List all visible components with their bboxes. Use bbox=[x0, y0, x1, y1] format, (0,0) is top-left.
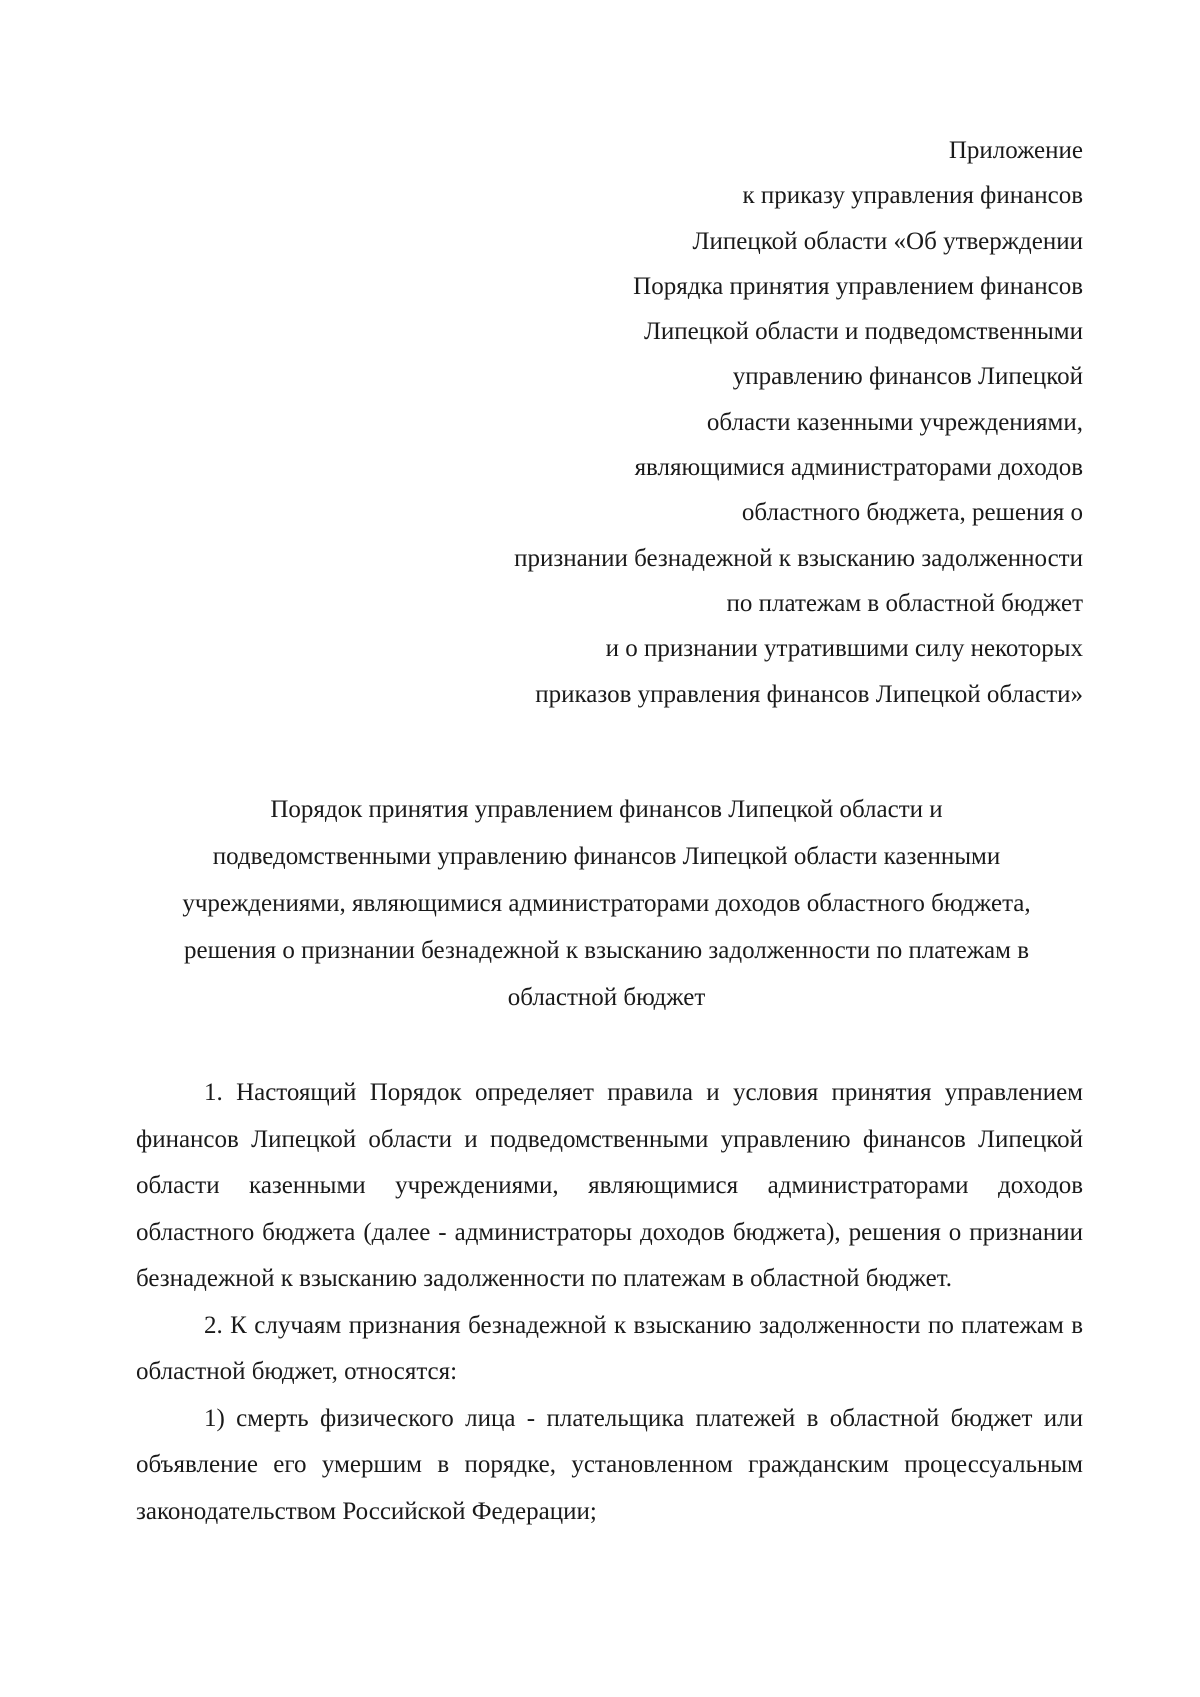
title-line: Порядок принятия управлением финансов Липецкой области и bbox=[270, 796, 943, 823]
title-line: решения о признании безнадежной к взысканию задолженности по платежам в bbox=[183, 937, 1030, 964]
appendix-line: к приказу управления финансов bbox=[742, 182, 1083, 210]
appendix-line: Порядка принятия управлением финансов bbox=[633, 272, 1083, 300]
appendix-line: признании безнадежной к взысканию задолженности bbox=[514, 544, 1083, 572]
paragraph-subitem-1: 1) смерть физического лица - плательщика платежей в областной бюджет или объявление его умершим в порядке, установленном гражданским процессуальным законодательством Российской Федерации; bbox=[136, 1404, 1083, 1525]
appendix-line: и о признании утратившими силу некоторых bbox=[605, 635, 1083, 663]
appendix-line: являющимися администраторами доходов bbox=[634, 454, 1083, 482]
appendix-line: Липецкой области «Об утверждении bbox=[692, 227, 1083, 255]
document-body bbox=[136, 1070, 1083, 1535]
title-line: учреждениями, являющимися администраторами доходов областного бюджета, bbox=[182, 890, 1031, 917]
appendix-line: по платежам в областной бюджет bbox=[726, 589, 1083, 617]
appendix-line: области казенными учреждениями, bbox=[706, 408, 1083, 436]
document-title bbox=[130, 786, 1083, 1021]
appendix-line: Липецкой области и подведомственными bbox=[643, 318, 1083, 346]
title-line: областной бюджет bbox=[507, 984, 706, 1011]
appendix-line: управлению финансов Липецкой bbox=[732, 363, 1083, 391]
paragraph-item-2: 2. К случаям признания безнадежной к взысканию задолженности по платежам в областной бюджет, относятся: bbox=[136, 1311, 1083, 1385]
appendix-line: приказов управления финансов Липецкой области» bbox=[535, 680, 1083, 708]
title-line: подведомственными управлению финансов Липецкой области казенными bbox=[212, 843, 1001, 870]
appendix-line: областного бюджета, решения о bbox=[741, 499, 1083, 527]
appendix-header bbox=[383, 128, 1083, 717]
appendix-line: Приложение bbox=[948, 137, 1083, 164]
paragraph-item-1: 1. Настоящий Порядок определяет правила и условия принятия управлением финансов Липецкой области и подведомственными управлению финансов Липецкой области казенными учреждениями, являющимися администраторами доходов областного бюджета (далее - администраторы доходов бюджета), решения о признании безнадежной к взысканию задолженности по платежам в областной бюджет. bbox=[136, 1079, 1083, 1292]
